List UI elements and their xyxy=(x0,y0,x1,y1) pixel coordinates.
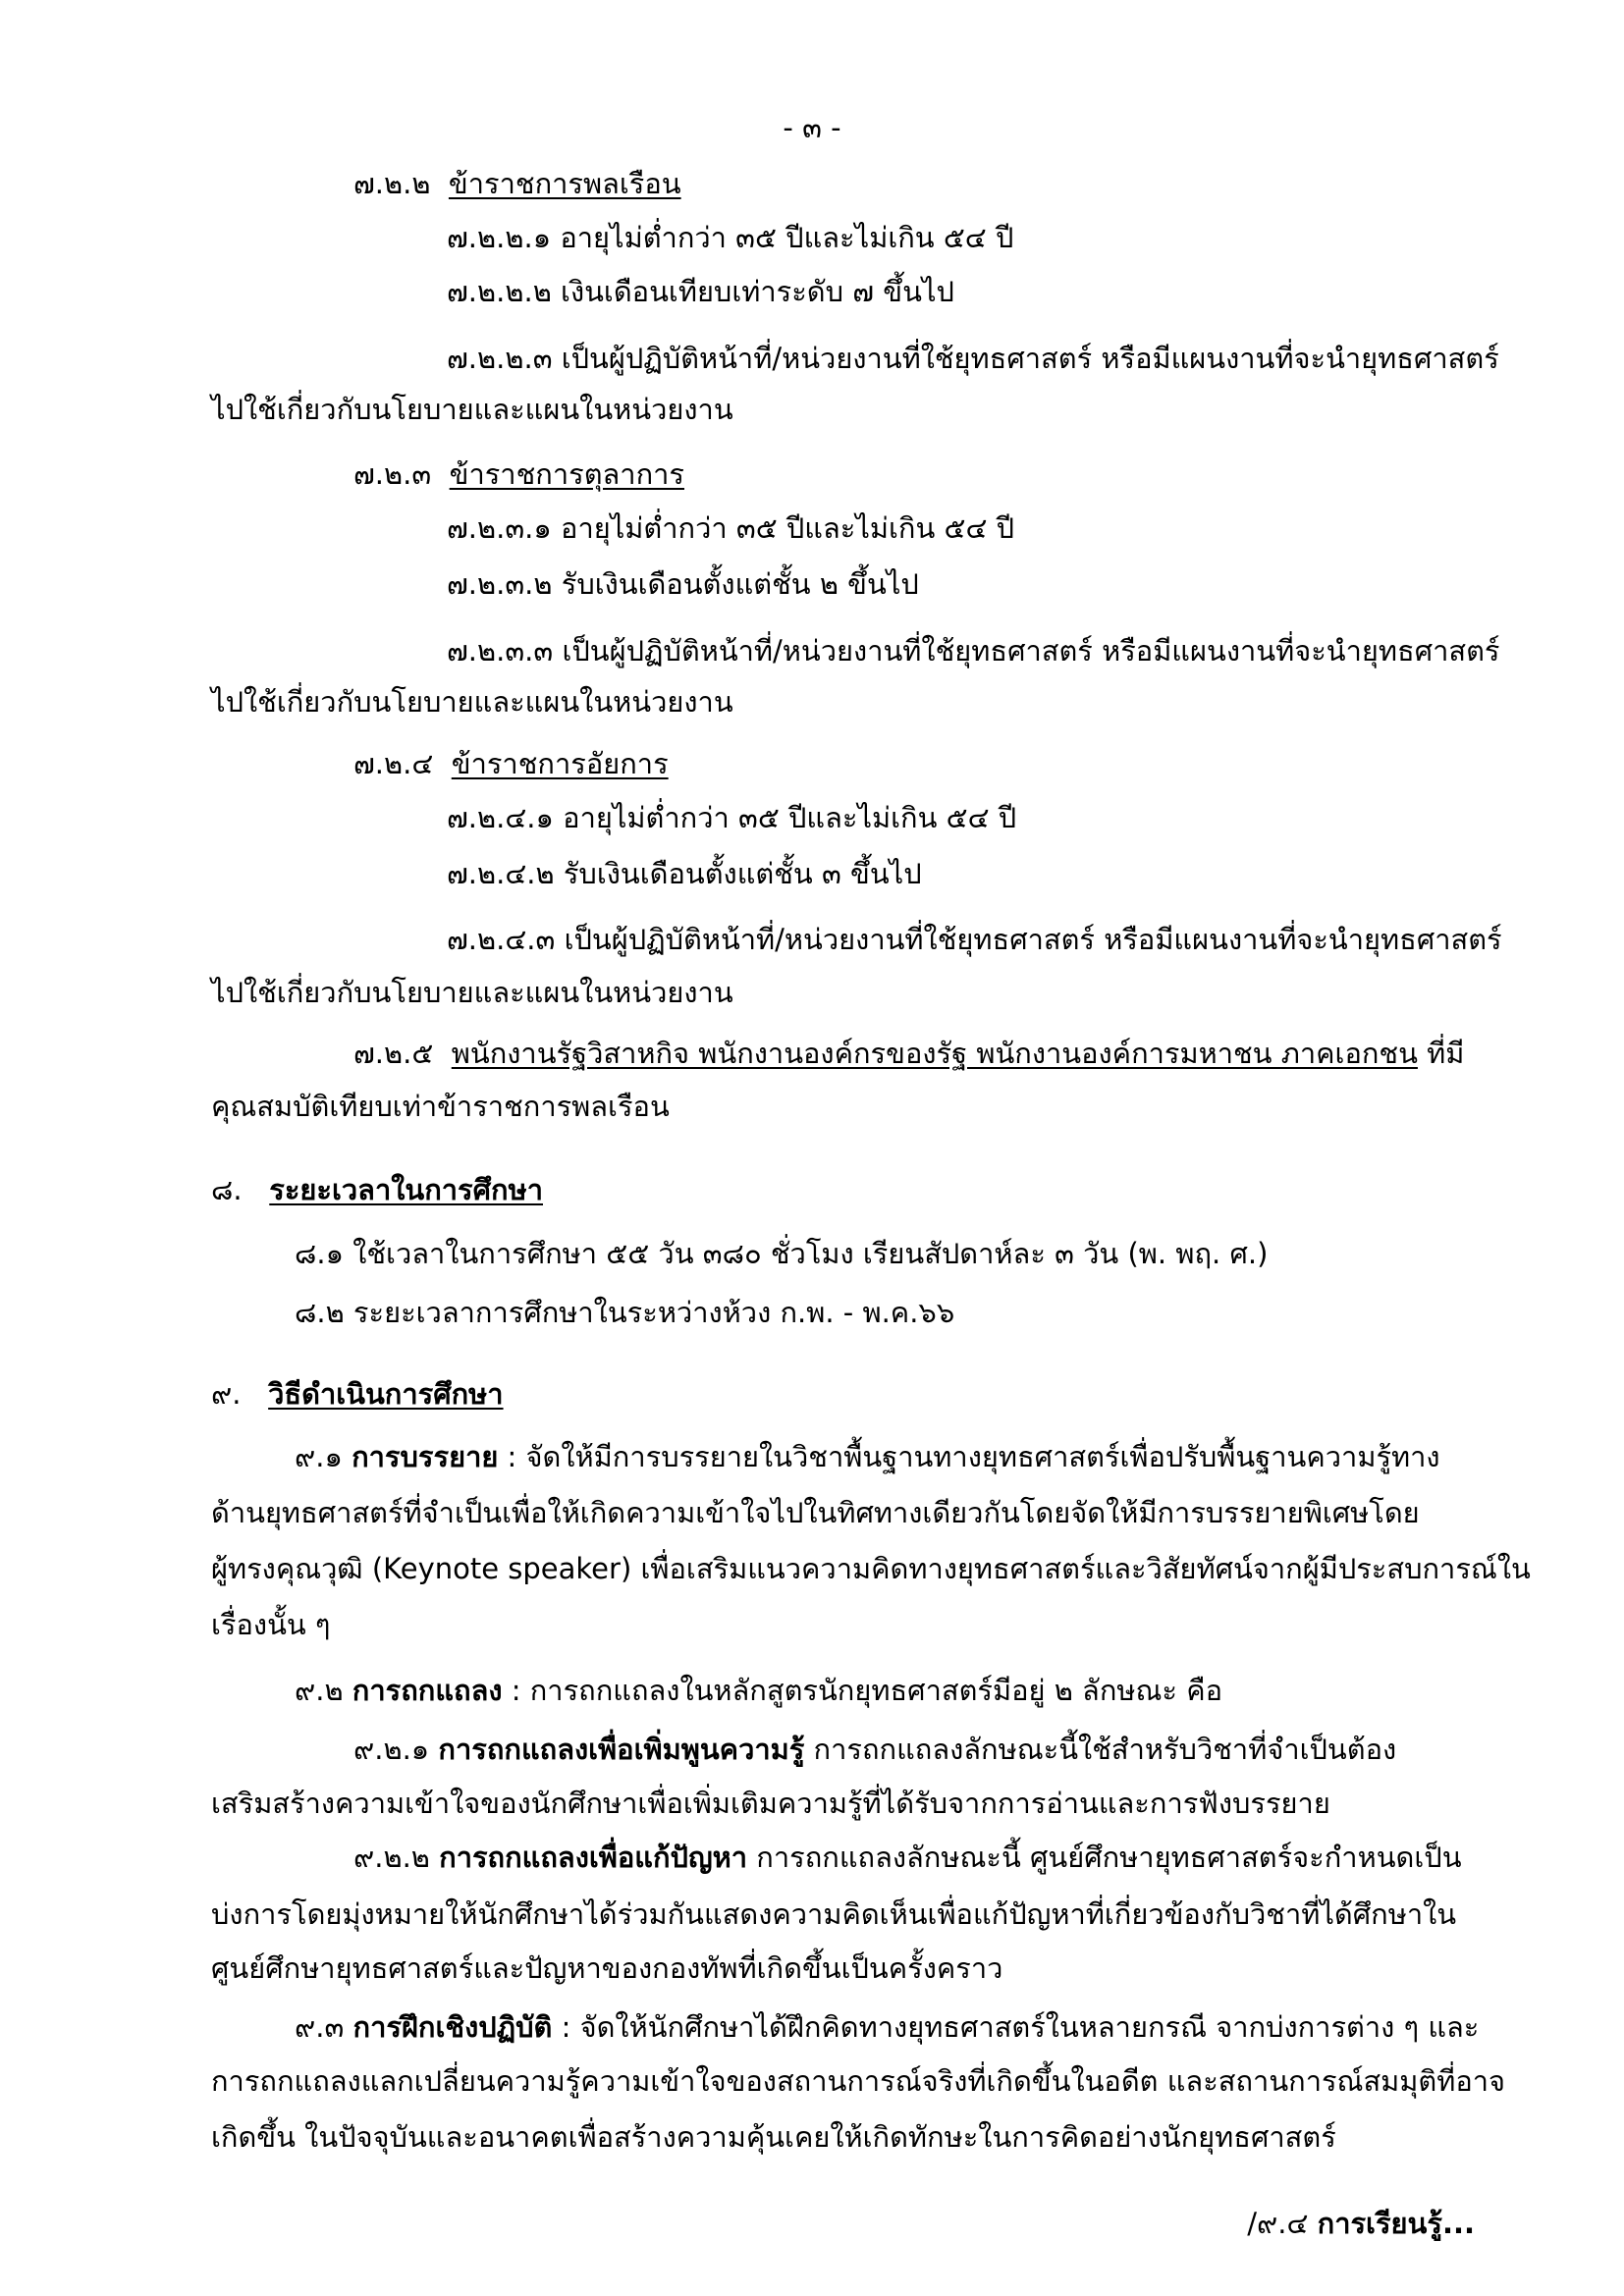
continuation-note xyxy=(1247,2204,1475,2243)
paragraph-9-2-2 xyxy=(353,1838,1462,1877)
paragraph-9-1-line-4: เรื่องนั้น ๆ xyxy=(211,1608,331,1641)
paragraph-9-3 xyxy=(295,2007,1479,2047)
paragraph-9-3-line-2: การถกแถลงแลกเปลี่ยนความรู้ความเข้าใจของสถานการณ์จริงที่เกิดขึ้นในอดีต และสถานการณ์สมมุติที่อาจ xyxy=(211,2064,1506,2098)
section-7-2-3-heading xyxy=(353,454,684,494)
paragraph-heading: การบรรยาย xyxy=(352,1440,499,1473)
item-7-2-3-3-continued: ไปใช้เกี่ยวกับนโยบายและแผนในหน่วยงาน xyxy=(211,685,733,719)
item-7-2-2-1: ๗.๒.๒.๑ อายุไม่ต่ำกว่า ๓๕ ปีและไม่เกิน ๕๔ ปี xyxy=(447,221,1014,254)
item-8-2: ๘.๒ ระยะเวลาการศึกษาในระหว่างห้วง ก.พ. - พ.ค.๖๖ xyxy=(295,1296,955,1329)
section-title: ข้าราชการพลเรือน xyxy=(448,167,681,200)
section-number: ๗.๒.๕ xyxy=(353,1037,434,1070)
paragraph-text: : จัดให้มีการบรรยายในวิชาพื้นฐานทางยุทธศาสตร์เพื่อปรับพื้นฐานความรู้ทาง xyxy=(498,1440,1440,1473)
section-7-2-2-heading xyxy=(353,164,681,203)
item-7-2-3-1: ๗.๒.๓.๑ อายุไม่ต่ำกว่า ๓๕ ปีและไม่เกิน ๕๔ ปี xyxy=(447,511,1015,545)
paragraph-number: ๙.๒.๑ xyxy=(353,1733,430,1766)
section-8-heading xyxy=(211,1170,543,1209)
section-title: วิธีดำเนินการศึกษา xyxy=(268,1377,504,1411)
paragraph-heading: การถกแถลง xyxy=(352,1674,503,1707)
paragraph-number: ๙.๓ xyxy=(295,2010,345,2044)
item-8-1: ๘.๑ ใช้เวลาในการศึกษา ๕๕ วัน ๓๘๐ ชั่วโมง เรียนสัปดาห์ละ ๓ วัน (พ. พฤ. ศ.) xyxy=(295,1237,1269,1270)
item-7-2-4-3-continued: ไปใช้เกี่ยวกับนโยบายและแผนในหน่วยงาน xyxy=(211,976,733,1009)
paragraph-9-3-line-3: เกิดขึ้น ในปัจจุบันและอนาคตเพื่อสร้างความคุ้นเคยให้เกิดทักษะในการคิดอย่างนักยุทธศาสตร์ xyxy=(211,2120,1336,2154)
paragraph-9-2-1-line-2: เสริมสร้างความเข้าใจของนักศึกษาเพื่อเพิ่มเติมความรู้ที่ได้รับจากการอ่านและการฟังบรรยาย xyxy=(211,1787,1330,1820)
item-7-2-3-3: ๗.๒.๓.๓ เป็นผู้ปฏิบัติหน้าที่/หน่วยงานที่ใช้ยุทธศาสตร์ หรือมีแผนงานที่จะนำยุทธศาสตร์ xyxy=(447,634,1500,667)
section-7-2-5-continued: คุณสมบัติเทียบเท่าข้าราชการพลเรือน xyxy=(211,1090,670,1123)
paragraph-9-2-1 xyxy=(353,1730,1396,1769)
section-title: ระยะเวลาในการศึกษา xyxy=(269,1173,543,1206)
section-title: ข้าราชการอัยการ xyxy=(451,747,669,780)
section-number: ๗.๒.๓ xyxy=(353,457,432,491)
paragraph-9-1-line-3: ผู้ทรงคุณวุฒิ (Keynote speaker) เพื่อเสริมแนวความคิดทางยุทธศาสตร์และวิสัยทัศน์จากผู้มีประสบการณ์ใน xyxy=(211,1552,1531,1585)
continuation-heading: การเรียนรู้... xyxy=(1317,2207,1475,2240)
paragraph-9-1 xyxy=(295,1437,1440,1476)
paragraph-heading: การถกแถลงเพื่อเพิ่มพูนความรู้ xyxy=(438,1733,805,1766)
paragraph-text: : จัดให้นักศึกษาได้ฝึกคิดทางยุทธศาสตร์ในหลายกรณี จากบ่งการต่าง ๆ และ xyxy=(552,2010,1480,2044)
section-number: ๗.๒.๒ xyxy=(353,167,431,200)
paragraph-heading: การถกแถลงเพื่อแก้ปัญหา xyxy=(439,1841,748,1874)
section-title: พนักงานรัฐวิสาหกิจ พนักงานองค์กรของรัฐ พนักงานองค์การมหาชน ภาคเอกชน xyxy=(451,1037,1418,1070)
paragraph-number: ๙.๒ xyxy=(295,1674,344,1707)
section-number: ๗.๒.๔ xyxy=(353,747,434,780)
section-7-2-5-heading xyxy=(353,1034,1464,1073)
item-7-2-4-2: ๗.๒.๔.๒ รับเงินเดือนตั้งแต่ชั้น ๓ ขึ้นไป xyxy=(447,857,922,890)
paragraph-text: : การถกแถลงในหลักสูตรนักยุทธศาสตร์มีอยู่ ๒ ลักษณะ คือ xyxy=(502,1674,1223,1707)
paragraph-9-2-2-line-3: ศูนย์ศึกษายุทธศาสตร์และปัญหาของกองทัพที่เกิดขึ้นเป็นครั้งคราว xyxy=(211,1951,1003,1985)
item-7-2-4-1: ๗.๒.๔.๑ อายุไม่ต่ำกว่า ๓๕ ปีและไม่เกิน ๕๔ ปี xyxy=(447,801,1017,834)
paragraph-number: ๙.๑ xyxy=(295,1440,343,1473)
item-7-2-2-2: ๗.๒.๒.๒ เงินเดือนเทียบเท่าระดับ ๗ ขึ้นไป xyxy=(447,275,954,308)
continuation-prefix: /๙.๔ xyxy=(1247,2207,1318,2240)
paragraph-number: ๙.๒.๒ xyxy=(353,1841,430,1874)
paragraph-text: การถกแถลงลักษณะนี้ใช้สำหรับวิชาที่จำเป็นต้อง xyxy=(804,1733,1397,1766)
item-7-2-3-2: ๗.๒.๓.๒ รับเงินเดือนตั้งแต่ชั้น ๒ ขึ้นไป xyxy=(447,567,919,601)
item-7-2-2-3-continued: ไปใช้เกี่ยวกับนโยบายและแผนในหน่วยงาน xyxy=(211,393,733,426)
paragraph-9-2 xyxy=(295,1671,1222,1710)
paragraph-9-1-line-2: ด้านยุทธศาสตร์ที่จำเป็นเพื่อให้เกิดความเข้าใจไปในทิศทางเดียวกันโดยจัดให้มีการบรรยายพิเศษโดย xyxy=(211,1496,1420,1529)
section-7-2-4-heading xyxy=(353,744,669,783)
item-7-2-4-3: ๗.๒.๔.๓ เป็นผู้ปฏิบัติหน้าที่/หน่วยงานที่ใช้ยุทธศาสตร์ หรือมีแผนงานที่จะนำยุทธศาสตร์ xyxy=(447,923,1502,956)
section-9-heading xyxy=(211,1374,504,1414)
page-number: - ๓ - xyxy=(783,111,841,144)
section-tail: ที่มี xyxy=(1427,1037,1465,1070)
paragraph-text: การถกแถลงลักษณะนี้ ศูนย์ศึกษายุทธศาสตร์จะกำหนดเป็น xyxy=(747,1841,1462,1874)
section-number: ๘. xyxy=(211,1173,243,1206)
section-number: ๙. xyxy=(211,1377,242,1411)
paragraph-heading: การฝึกเชิงปฏิบัติ xyxy=(352,2010,553,2044)
section-title: ข้าราชการตุลาการ xyxy=(449,457,685,491)
item-7-2-2-3: ๗.๒.๒.๓ เป็นผู้ปฏิบัติหน้าที่/หน่วยงานที่ใช้ยุทธศาสตร์ หรือมีแผนงานที่จะนำยุทธศาสตร์ xyxy=(447,342,1499,375)
paragraph-9-2-2-line-2: บ่งการโดยมุ่งหมายให้นักศึกษาได้ร่วมกันแสดงความคิดเห็นเพื่อแก้ปัญหาที่เกี่ยวข้องกับวิชาที่ได้ศึกษาใน xyxy=(211,1897,1457,1931)
